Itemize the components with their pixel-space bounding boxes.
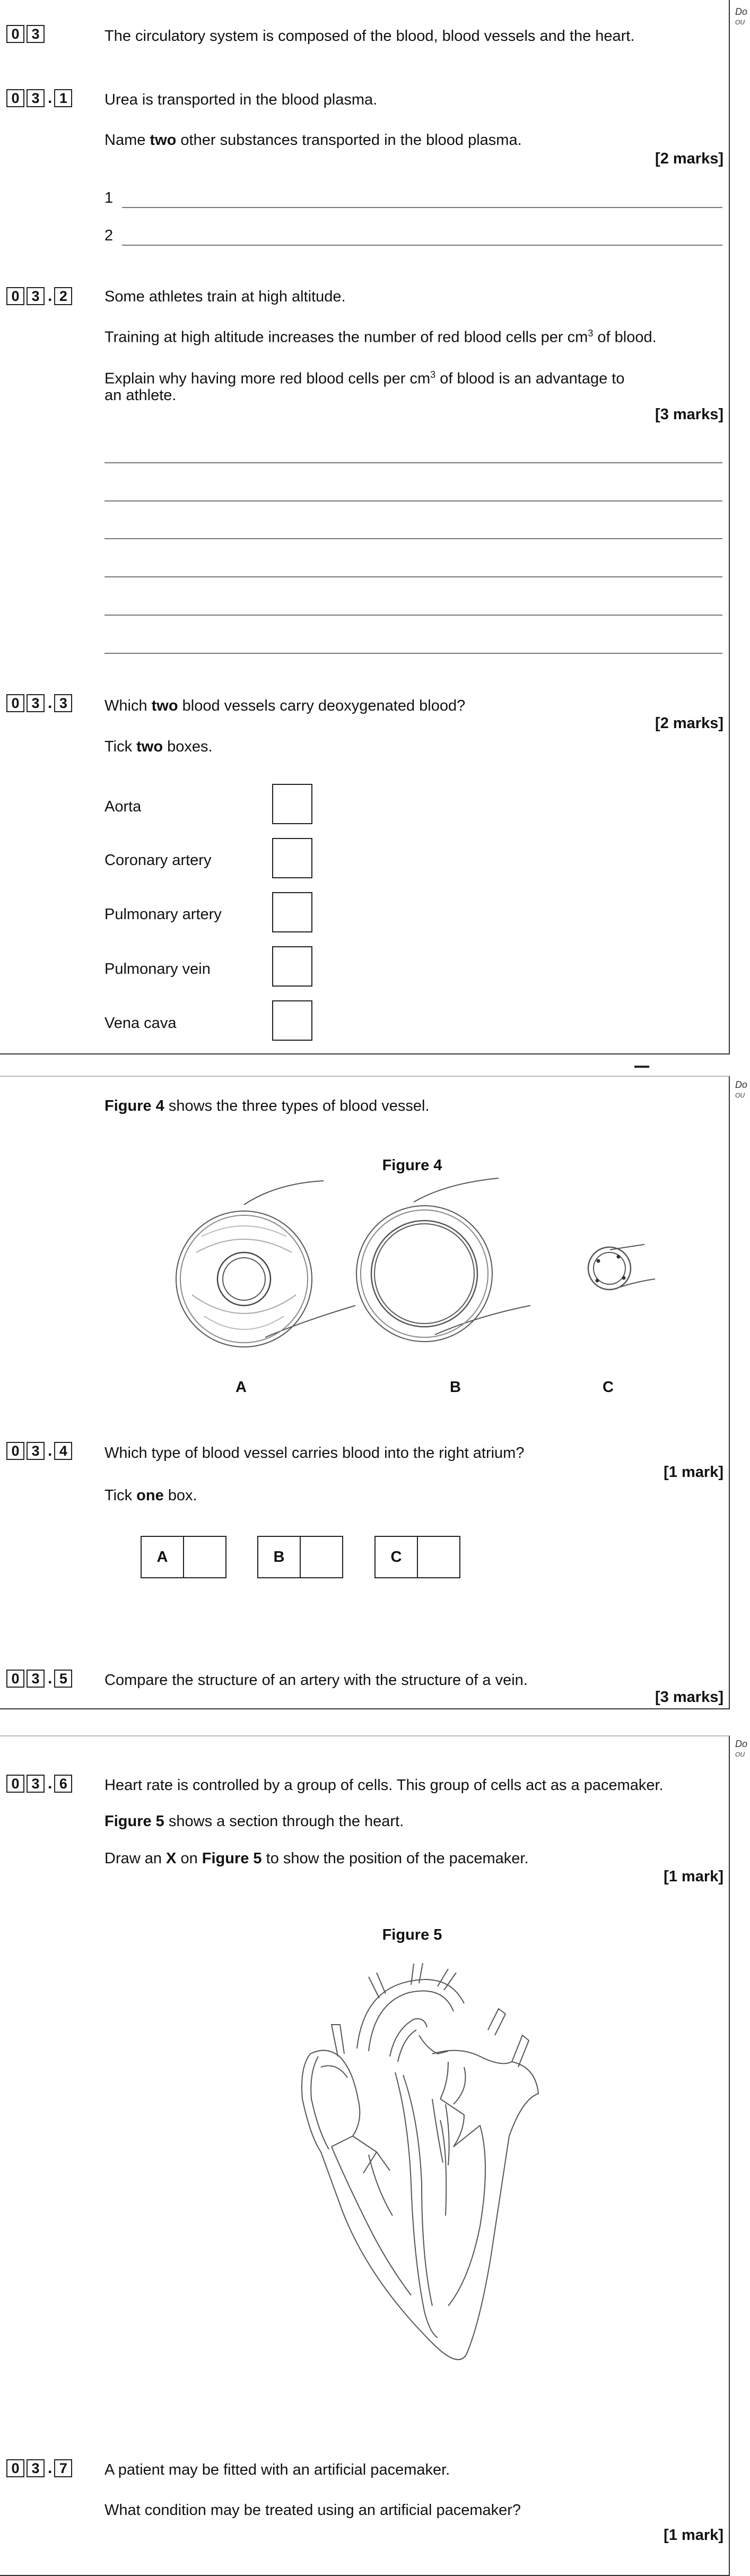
figure-4-label-b: B bbox=[450, 1379, 461, 1396]
option-label-aorta: Aorta bbox=[104, 798, 142, 815]
question-03-3-instruction: Tick two boxes. bbox=[104, 738, 213, 755]
answer-label-1: 1 bbox=[104, 189, 114, 206]
question-number-03-6: 0 3 . 6 bbox=[6, 1775, 74, 1793]
marks-03-7: [1 mark] bbox=[664, 2527, 723, 2544]
figure-4-label-c: C bbox=[603, 1379, 614, 1396]
marks-03-5: [3 marks] bbox=[655, 1689, 723, 1706]
question-03-6-text: Heart rate is controlled by a group of cells. This group of cells act as a pacemaker. bbox=[104, 1777, 664, 1794]
question-number-03-7: 0 3 . 7 bbox=[6, 2459, 74, 2477]
question-03-2-text: Some athletes train at high altitude. bbox=[104, 288, 346, 305]
question-number-03-5: 0 3 . 5 bbox=[6, 1670, 74, 1688]
answer-box-b[interactable]: B bbox=[257, 1536, 343, 1578]
figure-4-blood-vessels bbox=[159, 1173, 668, 1396]
question-03-4-text: Which type of blood vessel carries blood into the right atrium? bbox=[104, 1445, 525, 1462]
tick-box-pulmonary-vein[interactable] bbox=[272, 946, 312, 987]
tick-box-vena-cava[interactable] bbox=[272, 1000, 312, 1041]
option-label-pulmonary-vein: Pulmonary vein bbox=[104, 961, 211, 978]
turn-over-mark bbox=[634, 1066, 649, 1068]
question-03-6-instruction: Draw an X on Figure 5 to show the position of the pacemaker. bbox=[104, 1850, 529, 1867]
answer-line[interactable] bbox=[104, 615, 722, 616]
answer-line-1[interactable] bbox=[122, 207, 722, 208]
marks-03-1: [2 marks] bbox=[655, 150, 723, 167]
option-label-vena-cava: Vena cava bbox=[104, 1015, 177, 1032]
figure-4-intro: Figure 4 shows the three types of blood vessel. bbox=[104, 1097, 430, 1114]
question-03-2-instruction: Explain why having more red blood cells per $cm^3$ of blood is an advantage to bbox=[104, 369, 625, 387]
figure-4-label-a: A bbox=[236, 1379, 247, 1396]
marks-03-2: [3 marks] bbox=[655, 406, 723, 423]
question-number-03-2: 0 3 . 2 bbox=[6, 287, 74, 305]
page-corner-note: Do OU bbox=[735, 1079, 748, 1099]
option-label-coronary-artery: Coronary artery bbox=[104, 852, 212, 869]
question-number-03: 0 3 bbox=[6, 25, 47, 43]
question-number-03-1: 0 3 . 1 bbox=[6, 89, 74, 107]
answer-box-c[interactable]: C bbox=[374, 1536, 460, 1578]
figure-4-title: Figure 4 bbox=[382, 1157, 442, 1174]
question-03-stem: The circulatory system is composed of the blood, blood vessels and the heart. bbox=[104, 28, 635, 45]
question-03-4-instruction: Tick one box. bbox=[104, 1487, 197, 1504]
tick-box-pulmonary-artery[interactable] bbox=[272, 892, 312, 932]
answer-line[interactable] bbox=[104, 538, 722, 539]
answer-line[interactable] bbox=[104, 462, 722, 463]
page-corner-note: Do OU bbox=[735, 1739, 748, 1758]
marks-03-4: [1 mark] bbox=[664, 1464, 723, 1481]
answer-line[interactable] bbox=[104, 653, 722, 654]
question-03-1-instruction: Name two other substances transported in the blood plasma. bbox=[104, 132, 522, 149]
question-03-6-figure-ref: Figure 5 shows a section through the heart. bbox=[104, 1813, 404, 1830]
option-label-pulmonary-artery: Pulmonary artery bbox=[104, 906, 222, 923]
answer-box-a[interactable]: A bbox=[141, 1536, 226, 1578]
question-03-7-question: What condition may be treated using an artificial pacemaker? bbox=[104, 2502, 521, 2519]
figure-5-heart-section[interactable] bbox=[289, 1961, 554, 2370]
question-03-7-text: A patient may be fitted with an artificial pacemaker. bbox=[104, 2461, 450, 2478]
tick-box-coronary-artery[interactable] bbox=[272, 838, 312, 878]
question-03-5-text: Compare the structure of an artery with the structure of a vein. bbox=[104, 1672, 528, 1689]
answer-label-2: 2 bbox=[104, 227, 114, 244]
answer-line-2[interactable] bbox=[122, 245, 722, 246]
question-03-2-statement: Training at high altitude increases the number of red blood cells per $cm^3$ of blood. bbox=[104, 328, 657, 346]
figure-5-title: Figure 5 bbox=[382, 1926, 442, 1943]
question-03-3-text: Which two blood vessels carry deoxygenated blood? bbox=[104, 697, 466, 714]
question-number-03-3: 0 3 . 3 bbox=[6, 694, 74, 712]
tick-box-aorta[interactable] bbox=[272, 784, 312, 824]
question-number-03-4: 0 3 . 4 bbox=[6, 1442, 74, 1460]
page-corner-note: Do OU bbox=[735, 6, 748, 26]
question-03-1-text: Urea is transported in the blood plasma. bbox=[104, 91, 378, 108]
question-03-2-instruction-cont: an athlete. bbox=[104, 387, 177, 404]
answer-line[interactable] bbox=[104, 576, 722, 577]
answer-line[interactable] bbox=[104, 500, 722, 502]
exam-page-1 bbox=[0, 0, 730, 1054]
marks-03-6: [1 mark] bbox=[664, 1868, 723, 1885]
marks-03-3: [2 marks] bbox=[655, 715, 723, 732]
